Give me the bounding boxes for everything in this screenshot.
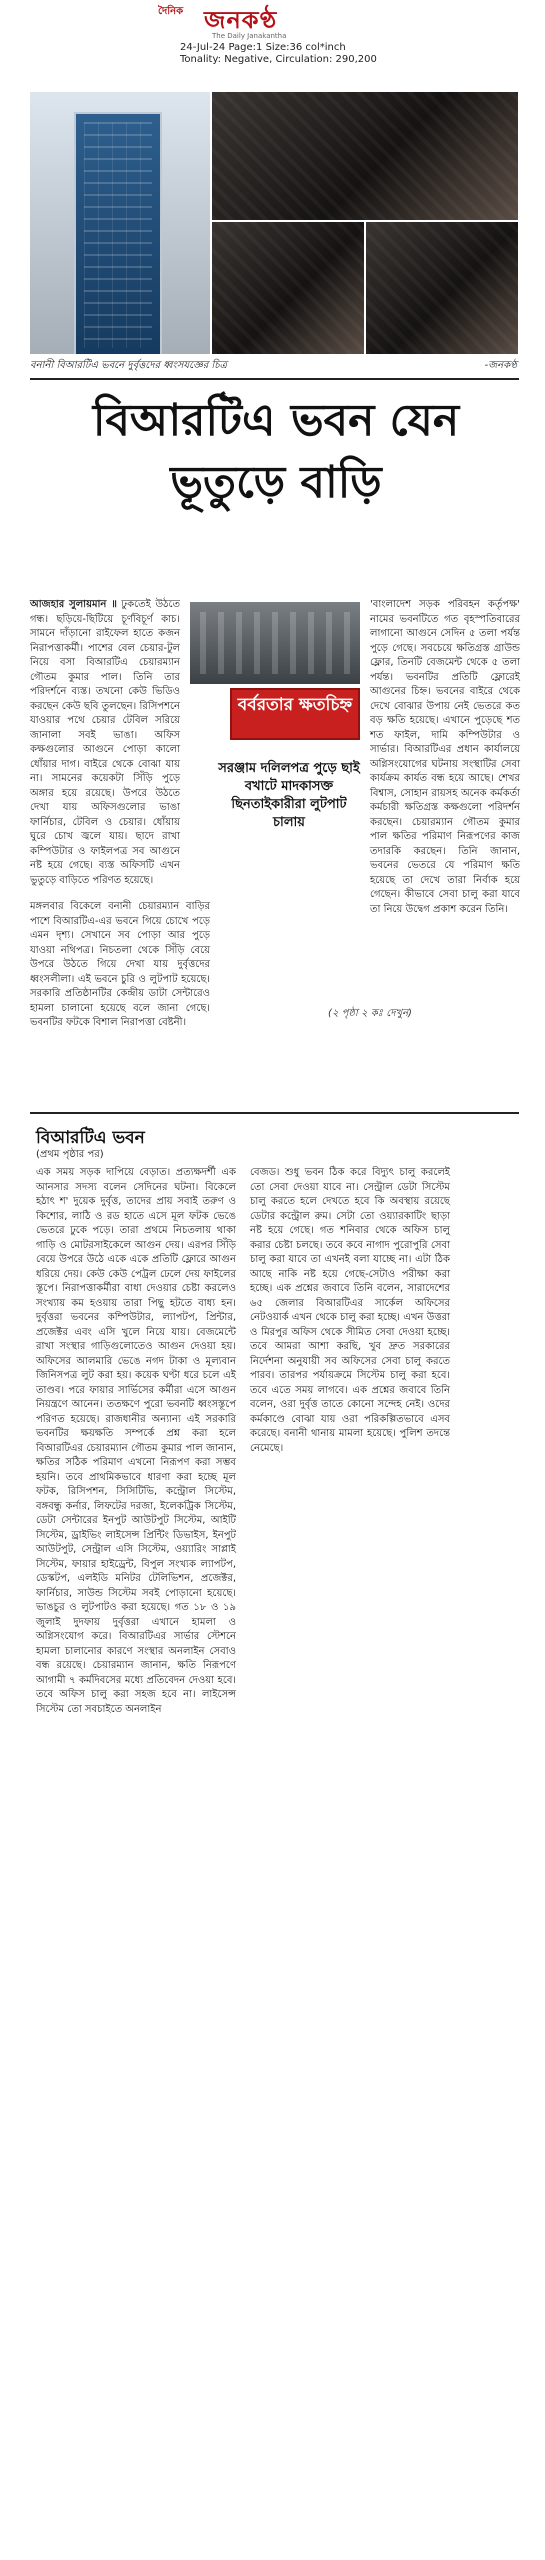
office-tower: [74, 112, 162, 354]
second-from-text: (প্রথম পৃষ্ঠার পর): [36, 1149, 104, 1160]
rule-top: [30, 378, 519, 380]
second-section-title: বিআরটিএ ভবন: [36, 1128, 145, 1148]
rule-middle: [30, 1112, 519, 1114]
second-column-left: [36, 1166, 236, 1719]
kicker-text: সরঞ্জাম দলিলপত্র পুড়ে ছাই বখাটে মাদকাসক্ত ছিনতাইকারীরা লুটপাট চালায়: [218, 761, 360, 830]
inset-photo: [190, 602, 360, 684]
headline: বিআরটিএ ভবন যেন ভূতুড়ে বাড়ি: [92, 395, 460, 508]
logo-english: The Daily Janakantha: [212, 32, 287, 40]
building-photo: [30, 92, 210, 354]
second-left-text: এক সময় সড়ক দাপিয়ে বেড়াত। প্রত্যক্ষদর্শী এক আনসার সদস্য বলেন সেদিনের ঘটনা। বিকেলে হঠাৎ শ' দুয়েক দুর্বৃত্ত, তাদের প্রায় সবাই তরুণ ও কিশোর, লাঠি ও রড হাতে এসে মূল ফটক ভেঙে ভেতরে ঢুকে পড়ে। তারা প্রথমে নিচতলায় থাকা গাড়ি ও মোটরসাইকেলে আগুন দেয়। এরপর সিঁড়ি বেয়ে উপরে উঠে একে একে প্রতিটি ফ্লোরে আগুন ধরিয়ে দেয়। কেউ কেউ পেট্রল ঢেলে দেয় ফাইলের স্তূপে। নিরাপত্তাকর্মীরা বাধা দেওয়ার চেষ্টা করলেও সংখ্যায় কম হওয়ায় তারা পিছু হটতে বাধ্য হন। দুর্বৃত্তরা ভবনের কম্পিউটার, ল্যাপটপ, প্রিন্টার, প্রজেক্টর এবং এসি খুলে নিয়ে যায়। বেজমেন্টে রাখা সংস্থার গাড়িগুলোতেও আগুন দেওয়া হয়। অফিসের আলমারি ভেঙে নগদ টাকা ও মূল্যবান জিনিসপত্র লুট করা হয়। কয়েক ঘণ্টা ধরে চলে এই তাণ্ডব। পরে ফায়ার সার্ভিসের কর্মীরা এসে আগুন নিয়ন্ত্রণে আনেন। ততক্ষণে পুরো ভবনটি ধ্বংসস্তূপে পরিণত হয়েছে। রাজধানীর অন্যান্য এই সরকারি ভবনটির ক্ষয়ক্ষতি সম্পর্কে প্রশ্ন করা হলে বিআরটিএর চেয়ারম্যান গৌতম কুমার পাল জানান, ক্ষতির সঠিক পরিমাণ এখনো নিরূপণ করা সম্ভব হয়নি। তবে প্রাথমিকভাবে ধারণা করা হচ্ছে মূল ফটক, রিসিপশন, সিসিটিভি, কন্ট্রোল সিস্টেম, বঙ্গবন্ধু কর্নার, লিফটের দরজা, ইলেকট্রিক সিস্টেম, ডেটা সেন্টারের ইনপুট আউটপুট সিস্টেম, আইটি সিস্টেম, ড্রাইভিং লাইসেন্স প্রিন্টিং ডিভাইস, ইনপুট আউটপুট, সেন্ট্রাল এসি সিস্টেম, ওয়্যারিং সাপ্লাই সিস্টেম, ফায়ার হাইড্রেন্ট, বিপুল সংখ্যক ল্যাপটপ, ডেস্কটপ, এলইডি মনিটর টেলিভিশন, প্রজেক্টর, ফার্নিচার, সাউন্ড সিস্টেম সবই পোড়ানো হয়েছে। ভাঙচুর ও লুটপাটও করা হয়েছে। গত ১৮ ও ১৯ জুলাই দুদফায় দুর্বৃত্তরা এখানে হামলা ও অগ্নিসংযোগ করে। বিআরটিএর সার্ভার স্টেশনে হামলা চালানোর কারণে সংস্থার অনলাইন সেবাও বন্ধ রয়েছে। চেয়ারম্যান জানান, ক্ষতি নিরূপণে আগামী ৭ কর্মদিবসের মধ্যে প্রতিবেদন দেওয়া হবে। তবে অফিস চালু করা সহজ হবে না। লাইসেন্স সিস্টেম তো সবচাইতে অনলাইন: [36, 1167, 236, 1715]
continued-note: (২ পৃষ্ঠা ২ কঃ দেখুন): [328, 1008, 412, 1019]
burnt-vehicles-left: [212, 222, 364, 354]
lead-column-left-bottom: [30, 900, 210, 1033]
burnt-vehicles-left-photo: [212, 222, 364, 354]
photo-credit: -জনকণ্ঠ: [484, 360, 517, 371]
second-right-text: বেজড। শুধু ভবন ঠিক করে বিদ্যুৎ চালু করলেই তো সেবা দেওয়া যাবে না। সেন্ট্রাল ডেটা সিস্টেম চালু করতে হলে দেখতে হবে কি অবস্থায় রয়েছে ডেটার কন্ট্রোল রুম। সেটা তো ওয়্যারকাটিং ছাড়া নষ্ট হয়ে গেছে। গত শনিবার থেকে অফিস চালু করার চেষ্টা চলছে। তবে কবে নাগাদ পুরোপুরি সেবা চালু করা যাবে তা এখনই বলা যাচ্ছে না। এটা ঠিক আছে নাকি নষ্ট হয়ে গেছে-সেটাও পরীক্ষা করা হচ্ছে। এক প্রশ্নের জবাবে তিনি বলেন, সারাদেশের ৬৫ জেলার বিআরটিএর সার্কেল অফিসের নেটওয়ার্ক এখন থেকে চালু করা হচ্ছে। এখন উত্তরা ও মিরপুর অফিস থেকে সীমিত সেবা দেওয়া হচ্ছে। তবে আমরা আশা করছি, খুব দ্রুত সরকারের নির্দেশনা অনুযায়ী সব অফিসের সেবা চালু করতে পারব। তারপর পর্যায়ক্রমে সিস্টেম চালু করা হবে। তবে এতে সময় লাগবে। এক প্রশ্নের জবাবে তিনি বলেন, ওরা দুর্বৃত্ত তাতে কোনো সন্দেহ নেই। ওদের কর্মকাণ্ডে বোঝা যায় ওরা পরিকল্পিতভাবে এসব করেছে। বনানী থানায় মামলা হয়েছে। পুলিশ তদন্তে নেমেছে।: [250, 1167, 450, 1454]
burnt-vehicles-right: [366, 222, 518, 354]
burnt-vehicles-right-photo: [366, 222, 518, 354]
section-badge: বর্বরতার ক্ষতচিহ্ন: [230, 688, 360, 740]
lead-column-left: [30, 598, 180, 890]
newspaper-logo: [148, 4, 348, 40]
photo-caption: বনানী বিআরটিএ ভবনে দুর্বৃত্তদের ধ্বংসযজ্ঞের চিত্র: [30, 360, 227, 371]
byline: আজহার সুলায়মান ॥: [30, 599, 117, 610]
lead-left-text: ঢুকতেই উঠতে গন্ধ। ছড়িয়ে-ছিটিয়ে চূর্ণবিচূর্ণ কাচ। সামনে দাঁড়ানো রাইফেল হাতে কজন নিরাপত্তাকর্মী। পাশের বেল চেয়ার-টুল নিয়ে বসা বিআরটিএ চেয়ারম্যান গৌতম কুমার পাল। তিনি তার পরিদর্শনে ব্যস্ত। তখনো কেউ ভিডিও করছেন কেউ ছবি তুলছেন। রিসিপশনে যাওয়ার পথে চেয়ার টেবিল সরিয়ে জানালা সবই ভাঙা। অফিস কক্ষগুলোর আগুনে পোড়া কালো ধোঁয়ার দাগ। বাইরে থেকে বোঝা যায় না। সামনের কয়েকটা সিঁড়ি পুড়ে অঙ্গার হয়ে রয়েছে। উপরে উঠতে দেখা যায় অফিসগুলোর ভাঙা ফার্নিচার, টেবিল ও চেয়ার। ধোঁয়ায় ঘুরে চোখ জ্বলে যায়। ছাদে রাখা কম্পিউটার ও ফাইলপত্র সব আগুনে নষ্ট হয়ে গেছে। ব্যস্ত অফিসটি এখন ভুতুড়ে বাড়িতে পরিণত হয়েছে।: [30, 599, 180, 886]
clipping-meta: [180, 42, 377, 66]
logo-prefix: দৈনিক: [158, 6, 184, 17]
lead-column-right: [370, 598, 520, 919]
second-column-right: [250, 1166, 450, 1458]
lead-right-text: 'বাংলাদেশ সড়ক পরিবহন কর্তৃপক্ষ' নামের ভবনটিতে গত বৃহস্পতিবারের লাগানো আগুনে সেদিন ৫ তলা পর্যন্ত পুড়ে গেছে। সবচেয়ে ক্ষতিগ্রস্ত গ্রাউন্ড ফ্লোর, তিনটি বেজমেন্ট থেকে ৫ তলা পর্যন্ত। ভবনটির প্রতিটি ফ্লোরেই আগুনের চিহ্ন। ভবনের বাইরে থেকে দেখে বোঝার উপায় নেই ভেতরে কত বড় ক্ষতি হয়েছে। এখানে পুড়েছে শত শত ফাইল, দামি কম্পিউটার ও সার্ভার। বিআরটিএর প্রধান কার্যালয়ে অগ্নিসংযোগের ঘটনায় সংস্থাটির সেবা কার্যক্রম কার্যত বন্ধ হয়ে আছে। শেখর বিশ্বাস, সোহান রায়সহ অনেক কর্মকর্তা কর্মচারী ক্ষতিগ্রস্ত কক্ষগুলো পরিদর্শন করছেন। চেয়ারম্যান গৌতম কুমার পাল ক্ষতির পরিমাণ নিরূপণের কাজ তদারকি করছেন। তিনি জানান, ভবনের ভেতরে যে পরিমাণ ক্ষতি হয়েছে তা দেখে তারা নির্বাক হয়ে গেছেন। কীভাবে সেবা চালু করা যাবে তা নিয়ে উদ্বেগ প্রকাশ করেন তিনি।: [370, 599, 520, 915]
second-from-note: [36, 1148, 236, 1163]
meta-tonality-line: Tonality: Negative, Circulation: 290,200: [180, 54, 377, 65]
meta-date-line: 24-Jul-24 Page:1 Size:36 col*inch: [180, 42, 346, 53]
lead-left-text-2: মঙ্গলবার বিকেলে বনানী চেয়ারম্যান বাড়ির পাশে বিআরটিএ-এর ভবনে গিয়ে চোখে পড়ে এমন দৃশ্য। সেখানে সব পোড়া আর পুড়ে যাওয়া নথিপত্র। নিচতলা থেকে সিঁড়ি বেয়ে উপরে উঠতে গিয়ে দেখা যায় দুর্বৃত্তদের ধ্বংসলীলা। এই ভবনে চুরি ও লুটপাট হয়েছে। সরকারি প্রতিষ্ঠানটির কেন্দ্রীয় ডাটা সেন্টারেও হামলা চালানো হয়েছে বলে জানা গেছে। ভবনটির ফটকে বিশাল নিরাপত্তা বেষ্টনী।: [30, 901, 210, 1028]
masthead: [0, 0, 545, 80]
logo-title: জনকণ্ঠ: [204, 6, 278, 34]
burnt-room: [212, 92, 518, 220]
burnt-interior-photo: [212, 92, 518, 220]
